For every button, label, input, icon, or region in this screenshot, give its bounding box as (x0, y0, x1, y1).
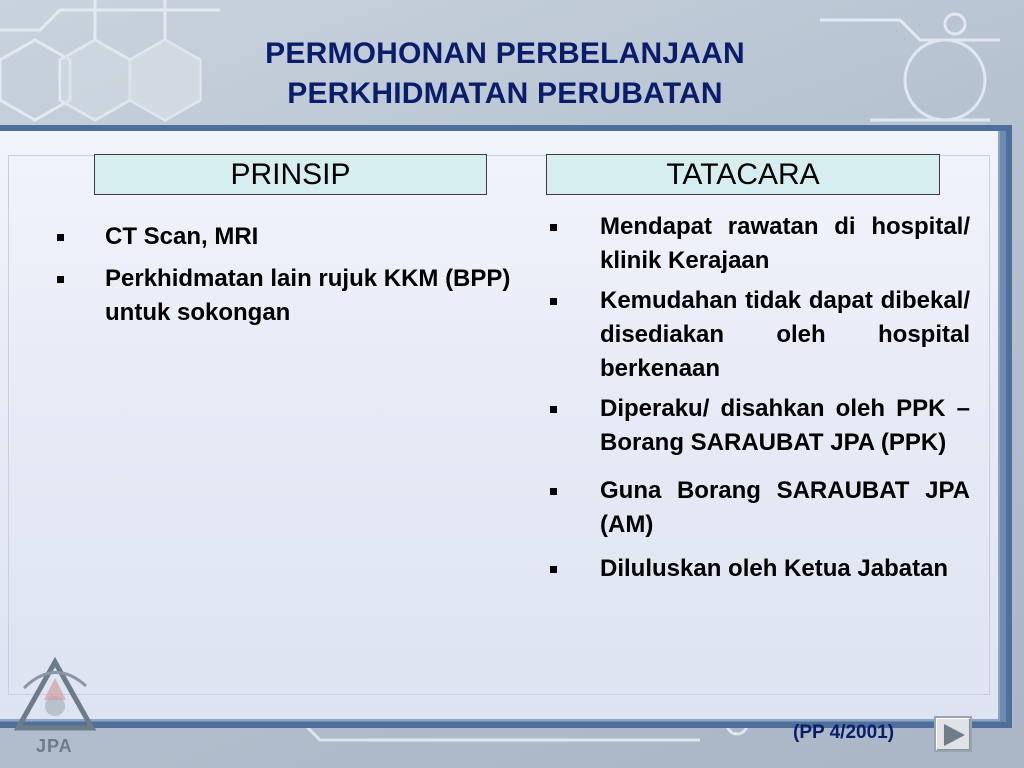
bullet-icon (550, 224, 557, 231)
list-item-text: Diluluskan oleh Ketua Jabatan (600, 555, 949, 582)
tatacara-header: TATACARA (546, 154, 940, 195)
list-item-text: Guna Borang SARAUBAT JPA (AM) (600, 477, 970, 538)
bullet-icon (550, 566, 557, 573)
bullet-icon (550, 406, 557, 413)
jpa-logo-icon (14, 648, 96, 738)
page-title (180, 34, 830, 114)
list-item-text: CT Scan, MRI (105, 223, 259, 250)
tatacara-list (546, 210, 970, 586)
list-item (546, 552, 970, 586)
title-line-1: PERMOHONAN PERBELANJAAN (265, 37, 745, 70)
next-slide-button[interactable] (934, 716, 972, 752)
bullet-icon (550, 488, 557, 495)
list-item-text: Perkhidmatan lain rujuk KKM (BPP) untuk sokongan (105, 265, 511, 326)
list-item (546, 210, 970, 278)
bullet-icon (57, 276, 64, 283)
list-item (55, 220, 515, 254)
list-item (546, 284, 970, 386)
list-item (55, 262, 515, 330)
list-item (546, 392, 970, 460)
bullet-icon (550, 298, 557, 305)
prinsip-header: PRINSIP (94, 154, 487, 195)
next-arrow-icon (942, 723, 966, 747)
prinsip-list (55, 220, 515, 338)
list-item (546, 474, 970, 542)
bullet-icon (57, 234, 64, 241)
list-item-text: Mendapat rawatan di hospital/ klinik Kerajaan (600, 213, 970, 274)
list-item-text: Diperaku/ disahkan oleh PPK – Borang SARAUBAT JPA (PPK) (600, 395, 970, 456)
list-item-text: Kemudahan tidak dapat dibekal/ disediakan oleh hospital berkenaan (600, 287, 970, 382)
logo-text: JPA (36, 736, 73, 756)
reference-note: (PP 4/2001) (793, 722, 895, 743)
title-line-2: PERKHIDMATAN PERUBATAN (287, 77, 723, 110)
